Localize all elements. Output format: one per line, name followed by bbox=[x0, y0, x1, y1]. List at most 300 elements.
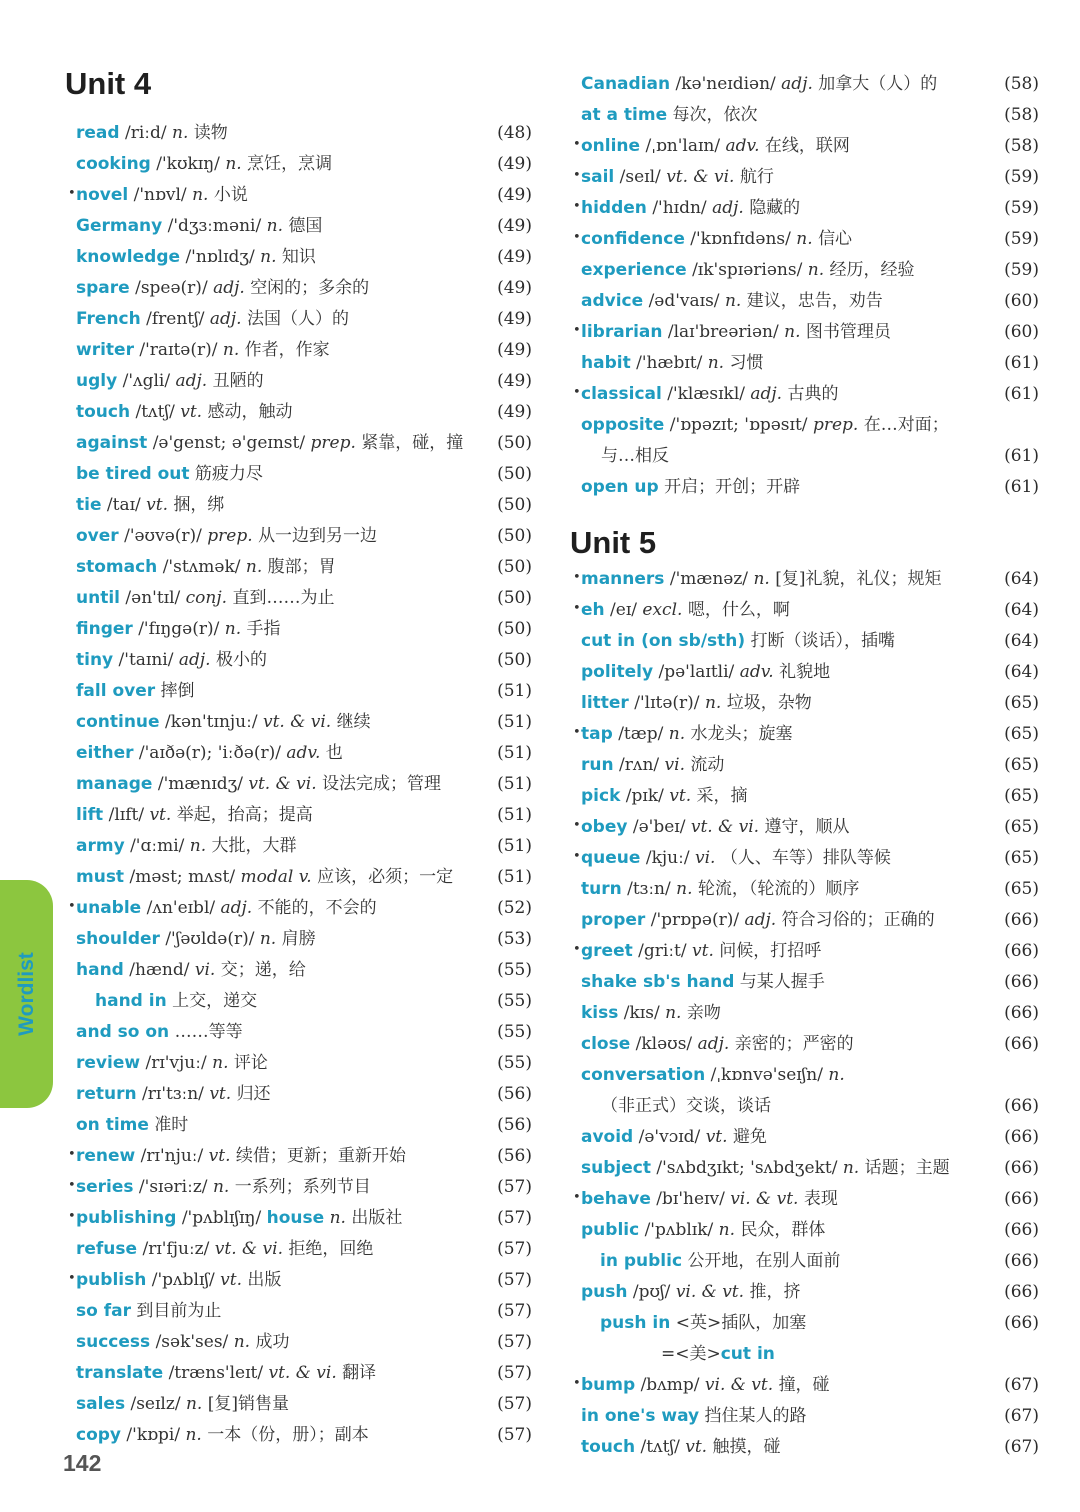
part-of-speech: n. bbox=[329, 1208, 346, 1228]
headword: copy bbox=[76, 1425, 122, 1445]
part-of-speech: adj. bbox=[178, 650, 211, 670]
headword: hidden bbox=[581, 198, 647, 218]
part-of-speech: n. bbox=[676, 879, 693, 899]
part-of-speech: n. bbox=[724, 291, 742, 311]
page-ref: (65) bbox=[1004, 817, 1039, 837]
word-entry bbox=[68, 180, 532, 211]
new-word-marker: • bbox=[68, 1178, 76, 1193]
part-of-speech: vt. bbox=[692, 941, 714, 961]
page-ref: (65) bbox=[1004, 693, 1039, 713]
part-of-speech: n. bbox=[225, 154, 242, 174]
part-of-speech: adj. bbox=[213, 278, 245, 298]
word-entry bbox=[573, 936, 1039, 967]
definition: 肩膀 bbox=[281, 929, 316, 949]
phonetic: /ə'genst; ə'geɪnst/ bbox=[152, 433, 306, 453]
part-of-speech: n. bbox=[842, 1158, 860, 1178]
part-of-speech: vt. & vi. bbox=[214, 1239, 283, 1259]
entry-prefix: =<美> bbox=[661, 1344, 721, 1364]
definition: 手指 bbox=[246, 619, 281, 639]
word-entry bbox=[76, 211, 532, 242]
part-of-speech: n. bbox=[704, 693, 722, 713]
definition: 习惯 bbox=[729, 353, 764, 373]
part-of-speech: n. bbox=[259, 929, 277, 949]
headword: avoid bbox=[581, 1127, 634, 1147]
page-ref: (49) bbox=[497, 216, 532, 236]
definition: 捆，绑 bbox=[173, 495, 225, 515]
phonetic: /'prɒpə(r)/ bbox=[650, 910, 740, 930]
phonetic: /rɪ'njuː/ bbox=[140, 1146, 204, 1166]
definition: 紧靠，碰，撞 bbox=[361, 433, 464, 453]
definition: 准时 bbox=[154, 1115, 189, 1135]
new-word-marker: • bbox=[573, 849, 581, 864]
definition: 建议，忠告，劝告 bbox=[746, 291, 883, 311]
phonetic: /'dʒɜːməni/ bbox=[167, 216, 262, 236]
page-ref: (67) bbox=[1004, 1406, 1039, 1426]
new-word-marker: • bbox=[573, 385, 581, 400]
headword: knowledge bbox=[76, 247, 181, 267]
definition: 空闲的；多余的 bbox=[250, 278, 370, 298]
page-ref: (66) bbox=[1004, 1158, 1039, 1178]
headword: be tired out bbox=[76, 464, 190, 484]
word-entry bbox=[76, 738, 532, 769]
page-ref: (66) bbox=[1004, 1003, 1039, 1023]
part-of-speech: n. bbox=[807, 260, 825, 280]
word-entry bbox=[581, 626, 1039, 657]
headword: greet bbox=[581, 941, 633, 961]
word-entry bbox=[581, 441, 1039, 472]
headword: cut in (on sb/sth) bbox=[581, 631, 746, 651]
word-entry bbox=[76, 1234, 532, 1265]
new-word-marker: • bbox=[573, 230, 581, 245]
phonetic: /'hɪdn/ bbox=[652, 198, 707, 218]
page-ref: (49) bbox=[497, 247, 532, 267]
phonetic: /tæp/ bbox=[618, 724, 664, 744]
page-ref: (58) bbox=[1004, 136, 1039, 156]
page-ref: (51) bbox=[497, 712, 532, 732]
headword: at a time bbox=[581, 105, 668, 125]
definition: 筋疲力尽 bbox=[194, 464, 263, 484]
word-entry bbox=[581, 874, 1039, 905]
page-ref: (59) bbox=[1004, 260, 1039, 280]
page-ref: (49) bbox=[497, 185, 532, 205]
headword: bump bbox=[581, 1375, 636, 1395]
phonetic: /kə'neɪdiən/ bbox=[675, 74, 776, 94]
part-of-speech: adv. bbox=[286, 743, 321, 763]
page-ref: (61) bbox=[1004, 477, 1039, 497]
page-ref: (57) bbox=[497, 1332, 532, 1352]
phonetic: /'kɒpi/ bbox=[126, 1425, 181, 1445]
headword: French bbox=[76, 309, 141, 329]
new-word-marker: • bbox=[68, 1271, 76, 1286]
page-ref: (50) bbox=[497, 526, 532, 546]
headword: army bbox=[76, 836, 125, 856]
phonetic: /rʌn/ bbox=[619, 755, 660, 775]
word-entry bbox=[76, 1296, 532, 1327]
headword: manners bbox=[581, 569, 665, 589]
word-entry bbox=[76, 955, 532, 986]
part-of-speech: vt. bbox=[146, 495, 168, 515]
phonetic: /'ʌgli/ bbox=[122, 371, 171, 391]
part-of-speech: vi. bbox=[194, 960, 216, 980]
phonetic: /ˌɒn'laɪn/ bbox=[645, 136, 721, 156]
word-entry bbox=[76, 614, 532, 645]
word-entry bbox=[76, 1079, 532, 1110]
headword: hand bbox=[76, 960, 124, 980]
headword: either bbox=[76, 743, 134, 763]
page-ref: (59) bbox=[1004, 198, 1039, 218]
headword: Germany bbox=[76, 216, 163, 236]
page-ref: (48) bbox=[497, 123, 532, 143]
phonetic: /pʊʃ/ bbox=[632, 1282, 671, 1302]
page-ref: (59) bbox=[1004, 229, 1039, 249]
part-of-speech: adj. bbox=[175, 371, 208, 391]
page-ref: (57) bbox=[497, 1270, 532, 1290]
definition: 不能的，不会的 bbox=[257, 898, 377, 918]
phonetic: /'aɪðə(r); 'iːðə(r)/ bbox=[138, 743, 281, 763]
part-of-speech: n. bbox=[260, 247, 277, 267]
definition: 在线，联网 bbox=[764, 136, 850, 156]
definition: 嗯，什么，啊 bbox=[687, 600, 790, 620]
word-entry bbox=[581, 472, 1039, 503]
part-of-speech: n. bbox=[212, 1177, 230, 1197]
definition: 也 bbox=[325, 743, 343, 763]
page-ref: (56) bbox=[497, 1115, 532, 1135]
definition: [复]销售量 bbox=[207, 1394, 289, 1414]
part-of-speech: n. bbox=[245, 557, 263, 577]
word-entry bbox=[76, 1327, 532, 1358]
definition: 设法完成；管理 bbox=[322, 774, 442, 794]
word-entry bbox=[68, 1172, 532, 1203]
definition: 与某人握手 bbox=[739, 972, 825, 992]
part-of-speech: n. bbox=[192, 185, 209, 205]
phonetic: /ɪk'spɪəriəns/ bbox=[692, 260, 803, 280]
part-of-speech: n. bbox=[665, 1003, 682, 1023]
page-ref: (57) bbox=[497, 1177, 532, 1197]
word-entry bbox=[573, 162, 1039, 193]
definition: 加拿大（人）的 bbox=[818, 74, 938, 94]
word-entry bbox=[76, 242, 532, 273]
word-entry bbox=[581, 967, 1039, 998]
page-ref: (61) bbox=[1004, 446, 1039, 466]
definition: 撞，碰 bbox=[778, 1375, 830, 1395]
new-word-marker: • bbox=[573, 1190, 581, 1205]
new-word-marker: • bbox=[573, 1376, 581, 1391]
definition: 应该，必须；一定 bbox=[317, 867, 454, 887]
definition: 挡住某人的路 bbox=[704, 1406, 807, 1426]
headword: writer bbox=[76, 340, 134, 360]
part-of-speech: adj. bbox=[697, 1034, 730, 1054]
part-of-speech: prep. bbox=[812, 415, 859, 435]
headword: turn bbox=[581, 879, 622, 899]
definition: 举起，抬高；提高 bbox=[176, 805, 313, 825]
headword: until bbox=[76, 588, 120, 608]
word-entry bbox=[573, 193, 1039, 224]
word-entry bbox=[76, 304, 532, 335]
part-of-speech: n. bbox=[185, 1425, 202, 1445]
definition: 继续 bbox=[336, 712, 371, 732]
word-entry bbox=[581, 1308, 1039, 1339]
word-entry bbox=[76, 1017, 532, 1048]
definition: 隐藏的 bbox=[749, 198, 801, 218]
headword: unable bbox=[76, 898, 142, 918]
new-word-marker: • bbox=[68, 1147, 76, 1162]
phonetic: /'ɒpəzɪt; 'ɒpəsɪt/ bbox=[669, 415, 808, 435]
definition: <英>插队，加塞 bbox=[675, 1313, 807, 1333]
definition: 信心 bbox=[818, 229, 853, 249]
headword-part: house bbox=[266, 1208, 325, 1228]
part-of-speech: n. bbox=[828, 1065, 845, 1085]
page-ref: (64) bbox=[1004, 569, 1039, 589]
headword: continue bbox=[76, 712, 160, 732]
page-ref: (50) bbox=[497, 619, 532, 639]
phonetic: /kɪs/ bbox=[623, 1003, 660, 1023]
page-ref: (66) bbox=[1004, 1282, 1039, 1302]
word-entry bbox=[68, 893, 532, 924]
phonetic: /taɪ/ bbox=[106, 495, 141, 515]
word-entry bbox=[76, 676, 532, 707]
word-entry bbox=[573, 564, 1039, 595]
headword: cut in bbox=[720, 1344, 775, 1364]
page-ref: (58) bbox=[1004, 74, 1039, 94]
definition: 法国（人）的 bbox=[247, 309, 349, 329]
definition: 古典的 bbox=[787, 384, 839, 404]
phonetic: /eɪ/ bbox=[610, 600, 637, 620]
part-of-speech: modal v. bbox=[240, 867, 312, 887]
phonetic: /ʌn'eɪbl/ bbox=[146, 898, 216, 918]
definition: 一本（份，册）；副本 bbox=[207, 1425, 369, 1445]
word-entry bbox=[76, 831, 532, 862]
new-word-marker: • bbox=[68, 186, 76, 201]
headword: read bbox=[76, 123, 120, 143]
part-of-speech: vt. & vi. bbox=[690, 817, 760, 837]
phonetic: /ˌkɒnvə'seɪʃn/ bbox=[710, 1065, 823, 1085]
part-of-speech: adj. bbox=[750, 384, 783, 404]
headword: finger bbox=[76, 619, 133, 639]
headword: pick bbox=[581, 786, 621, 806]
word-entry bbox=[573, 719, 1039, 750]
part-of-speech: vi. & vt. bbox=[730, 1189, 799, 1209]
definition: 公开地，在别人面前 bbox=[687, 1251, 841, 1271]
page-ref: (51) bbox=[497, 743, 532, 763]
phonetic: /riːd/ bbox=[124, 123, 167, 143]
phonetic: /speə(r)/ bbox=[135, 278, 208, 298]
part-of-speech: vt. & vi. bbox=[262, 712, 332, 732]
definition: 摔倒 bbox=[160, 681, 195, 701]
definition: 翻译 bbox=[342, 1363, 377, 1383]
page-ref: (57) bbox=[497, 1239, 532, 1259]
page-ref: (64) bbox=[1004, 662, 1039, 682]
definition: 遵守，顺从 bbox=[764, 817, 850, 837]
part-of-speech: adj. bbox=[744, 910, 777, 930]
page-ref: (50) bbox=[497, 495, 532, 515]
page-ref: (50) bbox=[497, 588, 532, 608]
definition: （非正式）交谈，谈话 bbox=[601, 1096, 771, 1116]
definition: 到目前为止 bbox=[136, 1301, 222, 1321]
page-ref: (61) bbox=[1004, 384, 1039, 404]
headword: success bbox=[76, 1332, 151, 1352]
phonetic: /ən'tɪl/ bbox=[125, 588, 181, 608]
word-entry bbox=[581, 905, 1039, 936]
phonetic: /'pʌblɪk/ bbox=[644, 1220, 714, 1240]
part-of-speech: vt. bbox=[220, 1270, 242, 1290]
word-entry bbox=[76, 1358, 532, 1389]
headword: politely bbox=[581, 662, 654, 682]
phonetic: /laɪ'breəriən/ bbox=[667, 322, 779, 342]
word-entry bbox=[581, 1246, 1039, 1277]
headword: run bbox=[581, 755, 614, 775]
definition: 采，摘 bbox=[696, 786, 748, 806]
definition: 推，挤 bbox=[749, 1282, 801, 1302]
page-ref: (66) bbox=[1004, 1096, 1039, 1116]
headword: public bbox=[581, 1220, 640, 1240]
headword: lift bbox=[76, 805, 104, 825]
word-entry bbox=[581, 1339, 1039, 1370]
page-ref: (66) bbox=[1004, 1313, 1039, 1333]
headword: experience bbox=[581, 260, 687, 280]
part-of-speech: vi. bbox=[694, 848, 716, 868]
definition: 感动，触动 bbox=[207, 402, 293, 422]
definition: 上交，递交 bbox=[172, 991, 258, 1011]
definition: 问候，打招呼 bbox=[719, 941, 822, 961]
page-number: 142 bbox=[63, 1450, 102, 1476]
part-of-speech: n. bbox=[784, 322, 801, 342]
part-of-speech: vt. bbox=[685, 1437, 708, 1457]
part-of-speech: n. bbox=[224, 619, 242, 639]
word-entry bbox=[68, 1265, 532, 1296]
headword: sail bbox=[581, 167, 615, 187]
part-of-speech: vi. bbox=[664, 755, 685, 775]
page-ref: (49) bbox=[497, 340, 532, 360]
part-of-speech: n. bbox=[189, 836, 207, 856]
word-entry bbox=[581, 998, 1039, 1029]
definition: 丑陋的 bbox=[212, 371, 264, 391]
definition: 拒绝，回绝 bbox=[288, 1239, 374, 1259]
headword: sales bbox=[76, 1394, 126, 1414]
page-ref: (50) bbox=[497, 433, 532, 453]
phonetic: /tɜːn/ bbox=[627, 879, 671, 899]
headword: open up bbox=[581, 477, 659, 497]
definition: 极小的 bbox=[215, 650, 267, 670]
part-of-speech: excl. bbox=[642, 600, 683, 620]
definition: 礼貌地 bbox=[779, 662, 831, 682]
part-of-speech: adv. bbox=[739, 662, 774, 682]
phonetic: /pə'laɪtli/ bbox=[658, 662, 735, 682]
word-entry bbox=[581, 1060, 1039, 1091]
page-ref: (52) bbox=[497, 898, 532, 918]
definition: 一系列；系列节目 bbox=[234, 1177, 371, 1197]
definition: 垃圾，杂物 bbox=[726, 693, 812, 713]
phonetic: /'əʊvə(r)/ bbox=[124, 526, 202, 546]
phonetic: /tʌtʃ/ bbox=[640, 1437, 680, 1457]
word-entry bbox=[581, 1401, 1039, 1432]
headword: cooking bbox=[76, 154, 151, 174]
word-entry bbox=[76, 118, 532, 149]
page-ref: (67) bbox=[1004, 1375, 1039, 1395]
phonetic: /seɪl/ bbox=[619, 167, 661, 187]
phonetic: /'klæsɪkl/ bbox=[667, 384, 745, 404]
definition: 交；递，给 bbox=[220, 960, 306, 980]
part-of-speech: vt. bbox=[705, 1127, 728, 1147]
part-of-speech: vt. bbox=[209, 1084, 232, 1104]
headword: confidence bbox=[581, 229, 685, 249]
headword: stomach bbox=[76, 557, 158, 577]
page-ref: (66) bbox=[1004, 1251, 1039, 1271]
headword: eh bbox=[581, 600, 605, 620]
phonetic: /'ʃəʊldə(r)/ bbox=[165, 929, 255, 949]
word-entry bbox=[573, 131, 1039, 162]
part-of-speech: n. bbox=[233, 1332, 251, 1352]
word-entry bbox=[76, 397, 532, 428]
page-ref: (51) bbox=[497, 681, 532, 701]
page-ref: (64) bbox=[1004, 631, 1039, 651]
page-ref: (65) bbox=[1004, 848, 1039, 868]
definition: ……等等 bbox=[174, 1022, 243, 1042]
word-entry bbox=[76, 862, 532, 893]
headword: habit bbox=[581, 353, 631, 373]
part-of-speech: n. bbox=[718, 1220, 736, 1240]
word-entry bbox=[573, 1370, 1039, 1401]
definition: 轮流，（轮流的）顺序 bbox=[697, 879, 860, 899]
definition: 航行 bbox=[739, 167, 774, 187]
word-entry bbox=[581, 1432, 1039, 1463]
headword: in public bbox=[600, 1251, 683, 1271]
word-entry bbox=[68, 1203, 532, 1234]
page-ref: (60) bbox=[1004, 291, 1039, 311]
page-ref: (64) bbox=[1004, 600, 1039, 620]
part-of-speech: prep. bbox=[207, 526, 253, 546]
headword: close bbox=[581, 1034, 631, 1054]
part-of-speech: vi. & vt. bbox=[675, 1282, 745, 1302]
phonetic: /pɪk/ bbox=[625, 786, 664, 806]
word-entry bbox=[76, 490, 532, 521]
headword: over bbox=[76, 526, 119, 546]
definition: 触摸，碰 bbox=[712, 1437, 781, 1457]
definition: 符合习俗的；正确的 bbox=[781, 910, 935, 930]
new-word-marker: • bbox=[68, 899, 76, 914]
word-entry bbox=[573, 843, 1039, 874]
page-ref: (50) bbox=[497, 557, 532, 577]
definition: 出版 bbox=[247, 1270, 282, 1290]
part-of-speech: vt. bbox=[208, 1146, 231, 1166]
headword: ugly bbox=[76, 371, 118, 391]
new-word-marker: • bbox=[573, 942, 581, 957]
word-entry bbox=[581, 1091, 1039, 1122]
word-entry bbox=[573, 812, 1039, 843]
word-entry bbox=[76, 583, 532, 614]
phonetic: /ə'beɪ/ bbox=[632, 817, 686, 837]
definition: 德国 bbox=[288, 216, 323, 236]
page-ref: (49) bbox=[497, 309, 532, 329]
part-of-speech: n. bbox=[222, 340, 240, 360]
headword: publish bbox=[76, 1270, 147, 1290]
part-of-speech: adj. bbox=[209, 309, 242, 329]
phonetic: /rɪ'tɜːn/ bbox=[142, 1084, 204, 1104]
part-of-speech: vt. & vi. bbox=[248, 774, 317, 794]
definition: 图书管理员 bbox=[805, 322, 891, 342]
word-entry bbox=[581, 657, 1039, 688]
definition: 亲密的；严密的 bbox=[734, 1034, 854, 1054]
phonetic: /'pʌblɪʃɪŋ/ bbox=[181, 1208, 262, 1228]
new-word-marker: • bbox=[573, 137, 581, 152]
definition: 流动 bbox=[690, 755, 725, 775]
headword: Canadian bbox=[581, 74, 671, 94]
definition: 在…对面； bbox=[863, 415, 949, 435]
page-ref: (66) bbox=[1004, 1189, 1039, 1209]
unit-5-heading: Unit 5 bbox=[570, 525, 657, 560]
phonetic: /'pʌblɪʃ/ bbox=[151, 1270, 215, 1290]
headword: in one's way bbox=[581, 1406, 700, 1426]
definition: 每次，依次 bbox=[672, 105, 758, 125]
